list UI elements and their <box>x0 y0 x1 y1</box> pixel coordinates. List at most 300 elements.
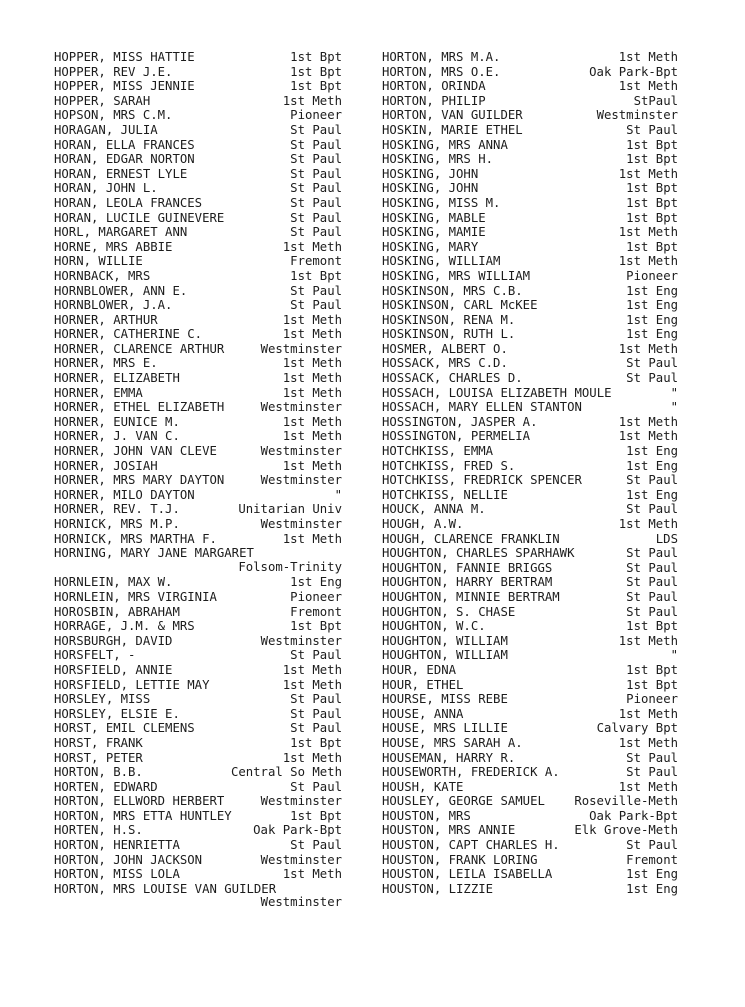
directory-entry <box>382 575 678 590</box>
entry-name: HOURSE, MISS REBE <box>382 692 508 707</box>
entry-church: Westminster <box>260 444 342 459</box>
directory-entry <box>54 678 342 693</box>
entry-name: HOUSE, ANNA <box>382 706 464 721</box>
entry-church: St Paul <box>626 473 678 488</box>
entry-name: HORNER, J. VAN C. <box>54 429 180 444</box>
directory-entry <box>382 780 678 795</box>
directory-entry <box>54 79 342 94</box>
entry-name: HORAN, LEOLA FRANCES <box>54 195 203 210</box>
entry-church: Fremont <box>626 852 678 867</box>
entry-name: HORTON, MRS O.E. <box>382 64 501 79</box>
entry-church: 1st Bpt <box>626 619 678 634</box>
directory-entry <box>382 546 678 561</box>
entry-church: St Paul <box>626 371 678 386</box>
entry-church: Pioneer <box>626 692 678 707</box>
entry-church: 1st Meth <box>282 312 342 327</box>
entry-name: HOTCHKISS, FRED S. <box>382 458 516 473</box>
directory-entry <box>382 532 678 547</box>
entry-church: 1st Meth <box>282 662 342 677</box>
entry-name: HOUGHTON, WILLIAM <box>382 648 508 663</box>
directory-entry <box>54 254 342 269</box>
entry-church: LDS <box>655 531 678 546</box>
entry-name: HOUSTON, FRANK LORING <box>382 852 538 867</box>
directory-entry <box>54 517 342 532</box>
entry-name: HOSSACK, MRS C.D. <box>382 356 508 371</box>
directory-entry <box>54 167 342 182</box>
directory-entry <box>54 108 342 123</box>
entry-name: HOUSE, MRS LILLIE <box>382 721 508 736</box>
entry-name: HOUGHTON, FANNIE BRIGGS <box>382 560 553 575</box>
directory-entry <box>382 254 678 269</box>
entry-church: StPaul <box>633 93 678 108</box>
entry-name: HORSFIELD, ANNIE <box>54 662 173 677</box>
entry-name: HOUR, EDNA <box>382 662 457 677</box>
directory-entry <box>54 532 342 547</box>
entry-church: 1st Bpt <box>290 619 342 634</box>
entry-name: HOSKING, MABLE <box>382 210 486 225</box>
directory-entry <box>54 284 342 299</box>
entry-church: 1st Bpt <box>626 137 678 152</box>
entry-name: HORNER, CLARENCE ARTHUR <box>54 341 225 356</box>
entry-name: HORTON, JOHN JACKSON <box>54 852 203 867</box>
entry-name: HORSLEY, MISS <box>54 692 151 707</box>
directory-entry <box>382 400 678 415</box>
entry-name: HOSKING, MAMIE <box>382 225 486 240</box>
entry-church: " <box>670 648 678 663</box>
entry-church: St Paul <box>626 560 678 575</box>
directory-entry <box>382 882 678 897</box>
entry-name: HORNER, REV. T.J. <box>54 502 180 517</box>
entry-name: HORNER, ELIZABETH <box>54 371 180 386</box>
entry-church: St Paul <box>290 692 342 707</box>
left-column <box>54 50 342 911</box>
entry-church: 1st Meth <box>282 93 342 108</box>
directory-entry <box>382 269 678 284</box>
entry-name: HORNER, JOSIAH <box>54 458 158 473</box>
entry-church: 1st Meth <box>618 341 678 356</box>
entry-church: St Paul <box>626 356 678 371</box>
entry-name: HOSSACH, LOUISA ELIZABETH MOULE <box>382 385 612 400</box>
directory-entry <box>382 123 678 138</box>
directory-entry <box>54 575 342 590</box>
entry-name: HOUGH, CLARENCE FRANKLIN <box>382 531 560 546</box>
entry-name: HORAN, ELLA FRANCES <box>54 137 195 152</box>
entry-church: Westminster <box>260 794 342 809</box>
directory-entry <box>54 823 342 838</box>
directory-entry <box>54 152 342 167</box>
entry-name: HORNER, MRS E. <box>54 356 158 371</box>
entry-name: HOSKINSON, CARL McKEE <box>382 298 538 313</box>
entry-church: Elk Grove-Meth <box>574 823 678 838</box>
entry-name: HOSKING, MISS M. <box>382 195 501 210</box>
entry-name: HORNER, EUNICE M. <box>54 414 180 429</box>
entry-church: 1st Bpt <box>626 677 678 692</box>
entry-name: HOPSON, MRS C.M. <box>54 108 173 123</box>
entry-church: St Paul <box>290 648 342 663</box>
entry-name: HOUGHTON, MINNIE BERTRAM <box>382 589 560 604</box>
entry-church: 1st Meth <box>282 239 342 254</box>
directory-entry <box>54 459 342 474</box>
entry-church: 1st Meth <box>618 225 678 240</box>
entry-name: HORSBURGH, DAVID <box>54 633 173 648</box>
entry-church: 1st Bpt <box>626 152 678 167</box>
directory-entry <box>54 94 342 109</box>
directory-entry <box>54 196 342 211</box>
directory-entry <box>54 838 342 853</box>
entry-church: 1st Meth <box>618 429 678 444</box>
entry-church: 1st Bpt <box>626 181 678 196</box>
entry-church: 1st Bpt <box>626 239 678 254</box>
entry-church: 1st Bpt <box>290 735 342 750</box>
entry-name: HORRAGE, J.M. & MRS <box>54 619 195 634</box>
entry-church: Westminster <box>260 400 342 415</box>
entry-church: 1st Meth <box>282 414 342 429</box>
directory-entry <box>54 123 342 138</box>
entry-church: 1st Eng <box>626 327 678 342</box>
directory-entry <box>382 313 678 328</box>
entry-church: Pioneer <box>290 108 342 123</box>
entry-name: HOTCHKISS, EMMA <box>382 444 494 459</box>
entry-name: HORTON, ORINDA <box>382 79 486 94</box>
directory-entry <box>54 429 342 444</box>
directory-entry <box>382 167 678 182</box>
directory-entry <box>382 751 678 766</box>
entry-name: HORSLEY, ELSIE E. <box>54 706 180 721</box>
directory-entry <box>382 721 678 736</box>
entry-church: Oak Park-Bpt <box>253 823 342 838</box>
directory-entry <box>54 211 342 226</box>
entry-church: Westminster <box>260 633 342 648</box>
directory-entry <box>54 809 342 824</box>
entry-church: 1st Eng <box>626 867 678 882</box>
entry-church: 1st Eng <box>626 881 678 896</box>
entry-church: St Paul <box>626 546 678 561</box>
entry-church: Roseville-Meth <box>574 794 678 809</box>
directory-entry <box>54 400 342 415</box>
directory-entry <box>382 108 678 123</box>
directory-entry <box>54 605 342 620</box>
entry-name: HORAN, EDGAR NORTON <box>54 152 195 167</box>
directory-entry <box>54 765 342 780</box>
entry-name: HORSFIELD, LETTIE MAY <box>54 677 210 692</box>
entry-church: St Paul <box>626 750 678 765</box>
directory-entry <box>54 225 342 240</box>
entry-name: HOROSBIN, ABRAHAM <box>54 604 180 619</box>
entry-name: HOUCK, ANNA M. <box>382 502 486 517</box>
entry-name: HORTEN, EDWARD <box>54 779 158 794</box>
directory-entry <box>382 65 678 80</box>
directory-entry <box>54 721 342 736</box>
entry-church: 1st Eng <box>626 283 678 298</box>
entry-name: HORAN, ERNEST LYLE <box>54 166 188 181</box>
entry-name: HOPPER, REV J.E. <box>54 64 173 79</box>
entry-church: Calvary Bpt <box>596 721 678 736</box>
directory-entry <box>382 517 678 532</box>
directory-entry <box>54 867 342 882</box>
entry-church: 1st Bpt <box>626 662 678 677</box>
entry-church: 1st Eng <box>626 298 678 313</box>
entry-name: HOSKING, JOHN <box>382 166 479 181</box>
entry-church: 1st Meth <box>618 735 678 750</box>
entry-church: Unitarian Univ <box>238 502 342 517</box>
entry-name: HORSFELT, - <box>54 648 136 663</box>
entry-church: 1st Meth <box>618 50 678 64</box>
directory-entry <box>382 415 678 430</box>
directory-entry <box>382 356 678 371</box>
entry-church: 1st Eng <box>290 575 342 590</box>
directory-entry <box>54 853 342 868</box>
entry-name: HOSKINSON, MRS C.B. <box>382 283 523 298</box>
entry-name: HORNE, MRS ABBIE <box>54 239 173 254</box>
entry-name: HORNLEIN, MRS VIRGINIA <box>54 589 217 604</box>
entry-church: 1st Bpt <box>290 64 342 79</box>
entry-church: Westminster <box>260 895 342 910</box>
directory-entry <box>54 780 342 795</box>
directory-entry <box>382 605 678 620</box>
entry-name: HORTON, MISS LOLA <box>54 867 180 882</box>
entry-church: St Paul <box>290 838 342 853</box>
entry-name: HOUSEMAN, HARRY R. <box>382 750 516 765</box>
entry-church: St Paul <box>290 166 342 181</box>
directory-entry <box>382 181 678 196</box>
directory-entry <box>382 794 678 809</box>
entry-name: HORNER, ARTHUR <box>54 312 158 327</box>
entry-church: St Paul <box>290 298 342 313</box>
entry-name: HOUSTON, LEILA ISABELLA <box>382 867 553 882</box>
directory-entry <box>54 298 342 313</box>
entry-name: HORTON, MRS LOUISE VAN GUILDER <box>54 881 277 896</box>
directory-entry <box>382 152 678 167</box>
directory-entry <box>382 196 678 211</box>
entry-name: HORN, WILLIE <box>54 254 143 269</box>
directory-entry <box>382 284 678 299</box>
entry-name: HORAGAN, JULIA <box>54 122 158 137</box>
entry-name: HOUSEWORTH, FREDERICK A. <box>382 765 560 780</box>
entry-name: HORNER, CATHERINE C. <box>54 327 203 342</box>
directory-entry <box>382 634 678 649</box>
entry-church: 1st Meth <box>618 633 678 648</box>
entry-name: HORNING, MARY JANE MARGARET <box>54 546 254 561</box>
entry-church: 1st Meth <box>618 414 678 429</box>
entry-name: HOUGH, A.W. <box>382 517 464 531</box>
directory-entry <box>54 590 342 605</box>
entry-name: HOUSE, MRS SARAH A. <box>382 735 523 750</box>
entry-name: HOSKING, MRS H. <box>382 152 494 167</box>
entry-name: HOSSACH, MARY ELLEN STANTON <box>382 400 582 415</box>
directory-entry <box>54 882 342 911</box>
entry-church: 1st Eng <box>626 487 678 502</box>
entry-name: HOUSTON, MRS <box>382 808 471 823</box>
entry-church: 1st Bpt <box>290 79 342 94</box>
entry-church: St Paul <box>626 589 678 604</box>
directory-entry <box>54 502 342 517</box>
entry-name: HOSKINSON, RUTH L. <box>382 327 516 342</box>
directory-entry <box>54 546 342 575</box>
directory-entry <box>382 648 678 663</box>
directory-entry <box>382 473 678 488</box>
directory-entry <box>54 619 342 634</box>
entry-name: HORNER, ETHEL ELIZABETH <box>54 400 225 415</box>
directory-entry <box>54 240 342 255</box>
entry-church: St Paul <box>290 181 342 196</box>
directory-entry <box>382 502 678 517</box>
entry-church: Oak Park-Bpt <box>589 808 678 823</box>
directory-entry <box>382 371 678 386</box>
entry-name: HORTON, ELLWORD HERBERT <box>54 794 225 809</box>
entry-church: 1st Meth <box>282 458 342 473</box>
entry-church: " <box>670 400 678 415</box>
entry-church: 1st Meth <box>618 779 678 794</box>
directory-entry <box>382 444 678 459</box>
entry-church: 1st Meth <box>282 356 342 371</box>
directory-entry <box>382 678 678 693</box>
directory-entry <box>54 751 342 766</box>
entry-name: HORNBACK, MRS <box>54 268 151 283</box>
entry-church: St Paul <box>290 721 342 736</box>
directory-entry <box>54 269 342 284</box>
entry-church: St Paul <box>626 575 678 590</box>
entry-church: 1st Meth <box>282 677 342 692</box>
entry-name: HOSKIN, MARIE ETHEL <box>382 122 523 137</box>
entry-name: HOUGHTON, W.C. <box>382 619 486 634</box>
entry-church: Westminster <box>260 517 342 531</box>
directory-entry <box>382 240 678 255</box>
entry-name: HOSKING, JOHN <box>382 181 479 196</box>
directory-entry <box>382 50 678 65</box>
entry-name: HOUSTON, CAPT CHARLES H. <box>382 838 560 853</box>
entry-name: HOUGHTON, HARRY BERTRAM <box>382 575 553 590</box>
entry-name: HORNER, MILO DAYTON <box>54 487 195 502</box>
entry-church: 1st Bpt <box>626 210 678 225</box>
directory-entry <box>54 415 342 430</box>
entry-name: HOUSTON, LIZZIE <box>382 881 494 896</box>
entry-church: St Paul <box>626 604 678 619</box>
entry-name: HORAN, LUCILE GUINEVERE <box>54 210 225 225</box>
entry-name: HORTON, B.B. <box>54 765 143 780</box>
entry-church: Pioneer <box>290 589 342 604</box>
directory-entry <box>382 327 678 342</box>
entry-church: 1st Meth <box>618 254 678 269</box>
directory-entry <box>382 459 678 474</box>
directory-entry <box>382 211 678 226</box>
directory-entry <box>382 386 678 401</box>
entry-name: HORNBLOWER, ANN E. <box>54 283 188 298</box>
directory-entry <box>54 444 342 459</box>
entry-church: 1st Eng <box>626 458 678 473</box>
directory-entry <box>54 386 342 401</box>
entry-name: HOSMER, ALBERT O. <box>382 341 508 356</box>
entry-name: HOUR, ETHEL <box>382 677 464 692</box>
directory-entry <box>382 809 678 824</box>
entry-name: HOPPER, MISS HATTIE <box>54 50 195 64</box>
directory-entry <box>382 692 678 707</box>
entry-name: HOUSTON, MRS ANNIE <box>382 823 516 838</box>
directory-entry <box>54 634 342 649</box>
entry-church: " <box>334 487 342 502</box>
entry-church: St Paul <box>290 225 342 240</box>
right-column <box>382 50 678 896</box>
entry-name: HORNER, EMMA <box>54 385 143 400</box>
directory-entry <box>382 138 678 153</box>
entry-name: HORTEN, H.S. <box>54 823 143 838</box>
entry-name: HOUSH, KATE <box>382 779 464 794</box>
entry-name: HORNER, JOHN VAN CLEVE <box>54 444 217 459</box>
entry-church: 1st Meth <box>618 517 678 531</box>
entry-name: HORNICK, MRS M.P. <box>54 517 180 531</box>
entry-church: Oak Park-Bpt <box>589 64 678 79</box>
directory-entry <box>382 823 678 838</box>
directory-entry <box>382 853 678 868</box>
entry-name: HORTON, VAN GUILDER <box>382 108 523 123</box>
directory-entry <box>382 561 678 576</box>
directory-entry <box>382 94 678 109</box>
directory-entry <box>382 867 678 882</box>
directory-entry <box>54 473 342 488</box>
directory-entry <box>54 794 342 809</box>
entry-church: St Paul <box>626 122 678 137</box>
directory-entry <box>54 327 342 342</box>
entry-name: HORNICK, MRS MARTHA F. <box>54 531 217 546</box>
entry-church: St Paul <box>626 765 678 780</box>
entry-church: 1st Eng <box>626 312 678 327</box>
directory-entry <box>54 488 342 503</box>
entry-church: 1st Meth <box>282 429 342 444</box>
entry-name: HORTON, MRS ETTA HUNTLEY <box>54 808 232 823</box>
entry-name: HOPPER, SARAH <box>54 93 151 108</box>
directory-entry <box>382 590 678 605</box>
entry-church: St Paul <box>290 195 342 210</box>
directory-entry <box>382 298 678 313</box>
entry-church: St Paul <box>290 137 342 152</box>
directory-entry <box>382 225 678 240</box>
entry-name: HOSSINGTON, PERMELIA <box>382 429 531 444</box>
entry-name: HOPPER, MISS JENNIE <box>54 79 195 94</box>
entry-church: St Paul <box>626 838 678 853</box>
entry-church: Folsom-Trinity <box>238 559 342 574</box>
directory-entry <box>54 50 342 65</box>
entry-name: HOSKING, MARY <box>382 239 479 254</box>
entry-church: 1st Bpt <box>290 50 342 64</box>
directory-entry <box>382 429 678 444</box>
entry-name: HOSKING, WILLIAM <box>382 254 501 269</box>
directory-entry <box>382 342 678 357</box>
entry-church: 1st Meth <box>282 750 342 765</box>
entry-church: " <box>670 385 678 400</box>
entry-name: HORST, EMIL CLEMENS <box>54 721 195 736</box>
entry-name: HOUSLEY, GEORGE SAMUEL <box>382 794 545 809</box>
directory-entry <box>54 736 342 751</box>
entry-church: St Paul <box>290 210 342 225</box>
entry-church: St Paul <box>290 152 342 167</box>
entry-church: Westminster <box>596 108 678 123</box>
entry-church: St Paul <box>290 122 342 137</box>
directory-entry <box>54 663 342 678</box>
entry-name: HOSSINGTON, JASPER A. <box>382 414 538 429</box>
directory-entry <box>54 356 342 371</box>
directory-entry <box>382 736 678 751</box>
entry-church: Central So Meth <box>230 765 342 780</box>
directory-entry <box>382 707 678 722</box>
directory-entry <box>54 692 342 707</box>
entry-name: HORAN, JOHN L. <box>54 181 158 196</box>
directory-entry <box>382 488 678 503</box>
entry-name: HOUGHTON, CHARLES SPARHAWK <box>382 546 575 561</box>
entry-church: 1st Eng <box>626 444 678 459</box>
entry-name: HORNER, MRS MARY DAYTON <box>54 473 225 488</box>
entry-name: HORTON, MRS M.A. <box>382 50 501 64</box>
entry-name: HOUGHTON, WILLIAM <box>382 633 508 648</box>
entry-name: HOSKING, MRS WILLIAM <box>382 268 531 283</box>
